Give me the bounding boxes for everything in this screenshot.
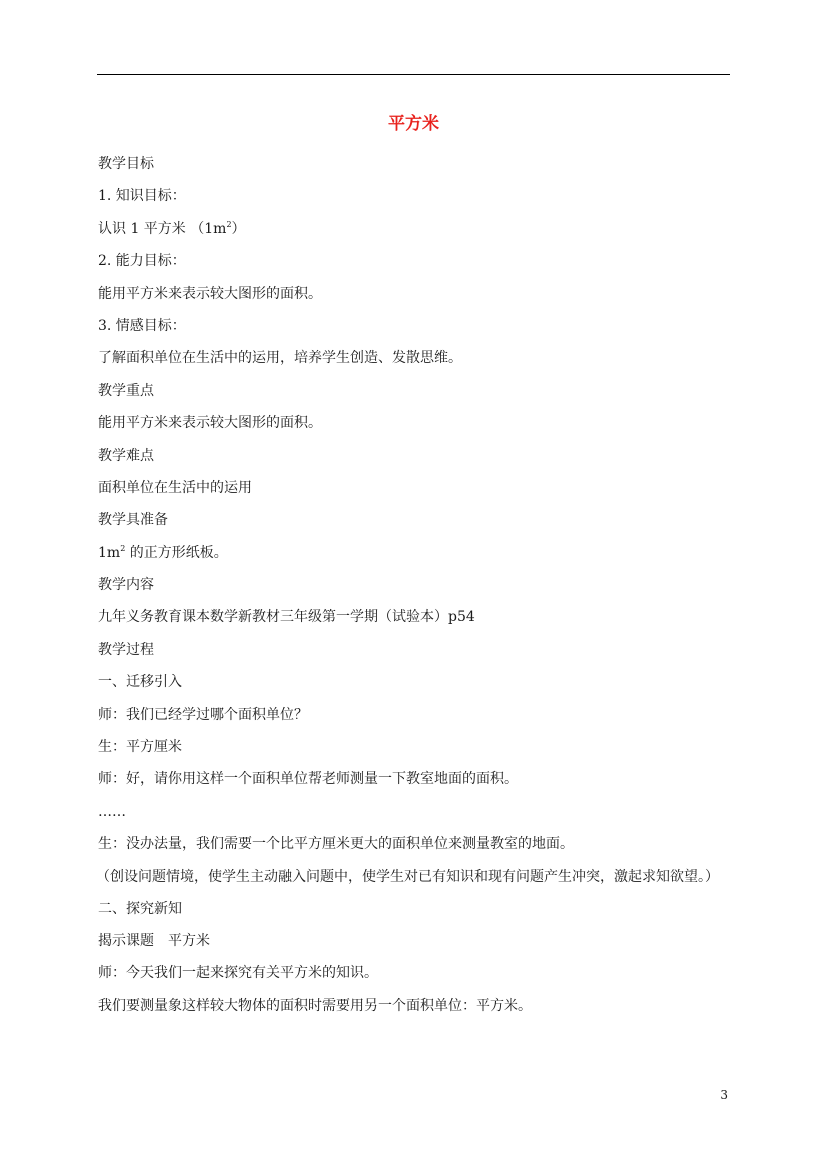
objective-emotion-heading: 3. 情感目标： [98, 317, 186, 334]
section-heading-materials: 教学具准备 [98, 512, 168, 529]
dialogue-line: 师：好，请你用这样一个面积单位帮老师测量一下教室地面的面积。 [98, 771, 518, 788]
dialogue-line: 生：平方厘米 [98, 739, 182, 756]
content-text: 九年义务教育课本数学新教材三年级第一学期（试验本）p54 [98, 609, 475, 626]
section-heading-objectives: 教学目标 [98, 156, 154, 172]
dialogue-line: 师：我们已经学过哪个面积单位？ [98, 706, 308, 723]
ellipsis-line: …… [98, 803, 126, 820]
topic-reveal-line: 揭示课题 平方米 [98, 932, 210, 949]
objective-emotion-text: 了解面积单位在生活中的运用，培养学生创造、发散思维。 [98, 350, 462, 367]
section-heading-content: 教学内容 [98, 577, 154, 594]
dialogue-line: 生：没办法量，我们需要一个比平方厘米更大的面积单位来测量教室的地面。 [98, 836, 574, 853]
process-step-1-heading: 一、迁移引入 [98, 674, 182, 691]
section-heading-process: 教学过程 [98, 641, 154, 658]
body-paragraph: 我们要测量象这样较大物体的面积时需要用另一个面积单位：平方米。 [98, 997, 532, 1014]
materials-text: $1m^2$ 的正方形纸板。 [98, 543, 228, 561]
objective-knowledge-text: 认识 1 平方米 $(1m^2)$ [98, 219, 246, 237]
document-body [98, 148, 734, 1022]
key-points-text: 能用平方米来表示较大图形的面积。 [98, 415, 322, 432]
header-rule [97, 74, 730, 75]
objective-ability-text: 能用平方米来表示较大图形的面积。 [98, 285, 322, 302]
teaching-note: （创设问题情境，使学生主动融入问题中，使学生对已有知识和现有问题产生冲突，激起求知欲望。） [96, 868, 719, 885]
dialogue-line: 师：今天我们一起来探究有关平方米的知识。 [98, 965, 378, 982]
section-heading-key-points: 教学重点 [98, 382, 154, 399]
process-step-2-heading: 二、探究新知 [98, 900, 182, 917]
objective-ability-heading: 2. 能力目标： [98, 253, 186, 270]
page-number: 3 [720, 1088, 728, 1102]
section-heading-difficulties: 教学难点 [98, 447, 154, 464]
difficulties-text: 面积单位在生活中的运用 [98, 479, 252, 496]
page-title: 平方米 [388, 114, 439, 134]
objective-knowledge-heading: 1. 知识目标： [98, 188, 186, 205]
